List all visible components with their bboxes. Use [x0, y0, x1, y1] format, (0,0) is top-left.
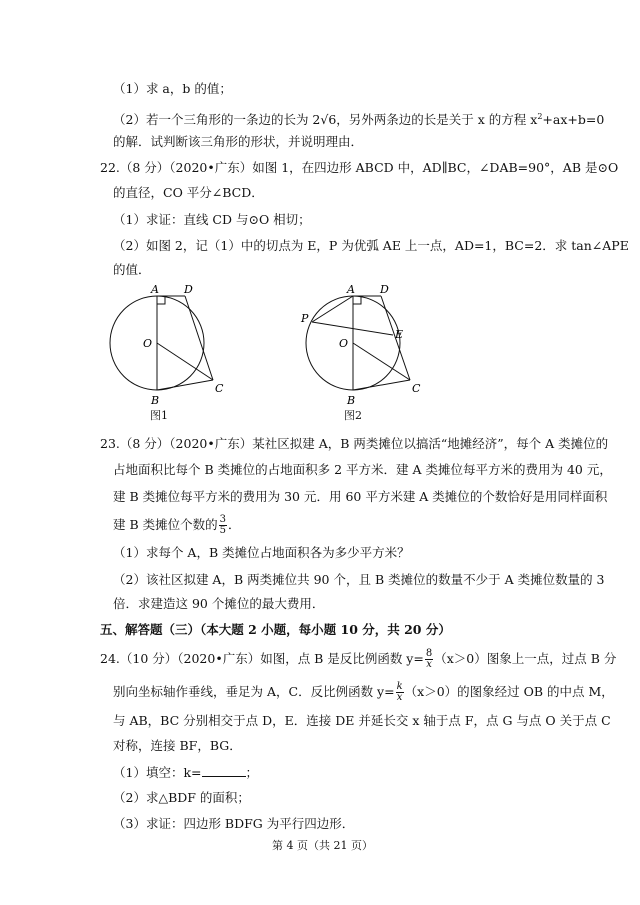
fig2-line-OC [353, 343, 410, 380]
fig1-line-BC [157, 380, 213, 390]
fig1-label-O: O [143, 337, 153, 350]
page-footer: 第 4 页（共 21 页） [272, 839, 373, 852]
q23-part2-line1: （2）该社区拟建 A，B 两类摊位共 90 个，且 B 类摊位的数量不少于 A 类摊位数量的 3 [113, 572, 605, 587]
figure-1-diagram [105, 280, 235, 420]
figure-1-caption: 图1 [150, 409, 168, 422]
q21-equation-tail: +ax+b=0 [542, 112, 605, 128]
fig1-label-A: A [151, 283, 159, 296]
q24-answer-blank[interactable] [202, 764, 246, 777]
q23-part2-line2: 倍．求建造这 90 个摊位的最大费用． [113, 596, 325, 611]
q21-part1: （1）求 a，b 的值； [113, 81, 232, 96]
q23-heading-line3: 建 B 类摊位每平方米的费用为 30 元．用 60 平方米建 A 类摊位的个数恰好是用同样面积 [113, 489, 608, 504]
q22-part1: （1）求证：直线 CD 与⊙O 相切； [113, 212, 311, 227]
figure-2-diagram [298, 280, 438, 420]
q22-part2-line1: （2）如图 2，记（1）中的切点为 E，P 为优弧 AE 上一点，AD=1，BC=2．求 tan∠APE [113, 238, 629, 253]
fig2-label-B: B [347, 394, 356, 407]
q21-part2-text: （2）若一个三角形的一条边的长为 2√6，另外两条边的长是关于 x 的方程 x [113, 112, 538, 128]
fig2-label-C: C [412, 382, 421, 395]
q24-fraction-2-denominator: x [396, 692, 403, 703]
q24-part2: （2）求△BDF 的面积； [113, 790, 250, 805]
fig2-right-angle-mark [353, 296, 361, 304]
q24-line2-tail: （x＞0）的图象经过 OB 的中点 M， [404, 684, 614, 699]
q24-part3: （3）求证：四边形 BDFG 为平行四边形． [113, 816, 355, 831]
fig1-line-DC [185, 296, 213, 380]
q24-fraction-2-numerator: k [396, 681, 403, 692]
q23-part1: （1）求每个 A，B 类摊位占地面积各为多少平方米？ [113, 545, 410, 560]
q24-heading-line2 [113, 680, 614, 704]
fig2-label-P: P [301, 312, 309, 325]
q22-heading-line1: 22.（8 分）（2020•广东）如图 1，在四边形 ABCD 中，AD∥BC，∠DAB=90°，AB 是⊙O [100, 160, 619, 175]
q21-part2-line2: 的解．试判断该三角形的形状，并说明理由． [113, 134, 364, 149]
section-5-heading: 五、解答题（三）（本大题 2 小题，每小题 10 分，共 20 分） [100, 622, 451, 637]
figure-2-caption: 图2 [344, 409, 362, 422]
fig2-line-PA [312, 296, 353, 322]
fig1-right-angle-mark [157, 296, 165, 304]
q23-heading-line2: 占地面积比每个 B 类摊位的占地面积多 2 平方米．建 A 类摊位每平方米的费用为 40 元， [113, 462, 612, 477]
fig2-label-A: A [347, 283, 355, 296]
q24-heading-line3: 与 AB，BC 分别相交于点 D，E．连接 DE 并延长交 x 轴于点 F，点 G 与点 O 关于点 C [113, 713, 611, 728]
fig1-line-OC [157, 343, 213, 380]
fig2-line-BC [353, 380, 410, 390]
q24-line2-text: 别向坐标轴作垂线，垂足为 A，C．反比例函数 y= [113, 684, 395, 699]
q23-fraction [219, 515, 227, 536]
q24-fraction-1-denominator: x [426, 659, 432, 670]
q23-line4-end: ． [228, 517, 241, 532]
q22-heading-line2: 的直径，CO 平分∠BCD． [113, 185, 264, 200]
fig1-label-C: C [215, 382, 224, 395]
fig1-label-D: D [184, 283, 193, 296]
q24-part1 [113, 764, 258, 781]
q23-fraction-numerator: 3 [219, 514, 227, 525]
q23-heading-line4 [113, 513, 241, 537]
q23-fraction-denominator: 5 [219, 525, 227, 536]
fig2-label-E: E [395, 328, 404, 341]
q24-part1-end: ； [245, 765, 259, 780]
q24-part1-text: （1）填空：k= [113, 765, 202, 780]
fig2-label-O: O [339, 337, 349, 350]
q21-part2-line1 [113, 109, 604, 128]
q24-line1-text: 24.（10 分）（2020•广东）如图，点 B 是反比例函数 y= [100, 651, 424, 666]
q24-fraction-2 [396, 682, 404, 703]
q24-heading-line4: 对称，连接 BF，BG． [113, 738, 242, 753]
q21-exponent: 2 [537, 112, 543, 121]
fig2-label-D: D [380, 283, 389, 296]
q24-line1-tail: （x＞0）图象上一点，过点 B 分 [434, 651, 617, 666]
q24-fraction-1 [425, 649, 433, 670]
q24-fraction-1-numerator: 8 [425, 648, 433, 659]
q24-heading-line1 [100, 647, 616, 671]
q23-heading-line1: 23.（8 分）（2020•广东）某社区拟建 A，B 两类摊位以搞活“地摊经济”，每个 A 类摊位的 [100, 436, 609, 451]
fig1-label-B: B [151, 394, 160, 407]
q22-part2-line2: 的值． [113, 262, 151, 277]
q23-line4-text: 建 B 类摊位个数的 [113, 517, 218, 532]
